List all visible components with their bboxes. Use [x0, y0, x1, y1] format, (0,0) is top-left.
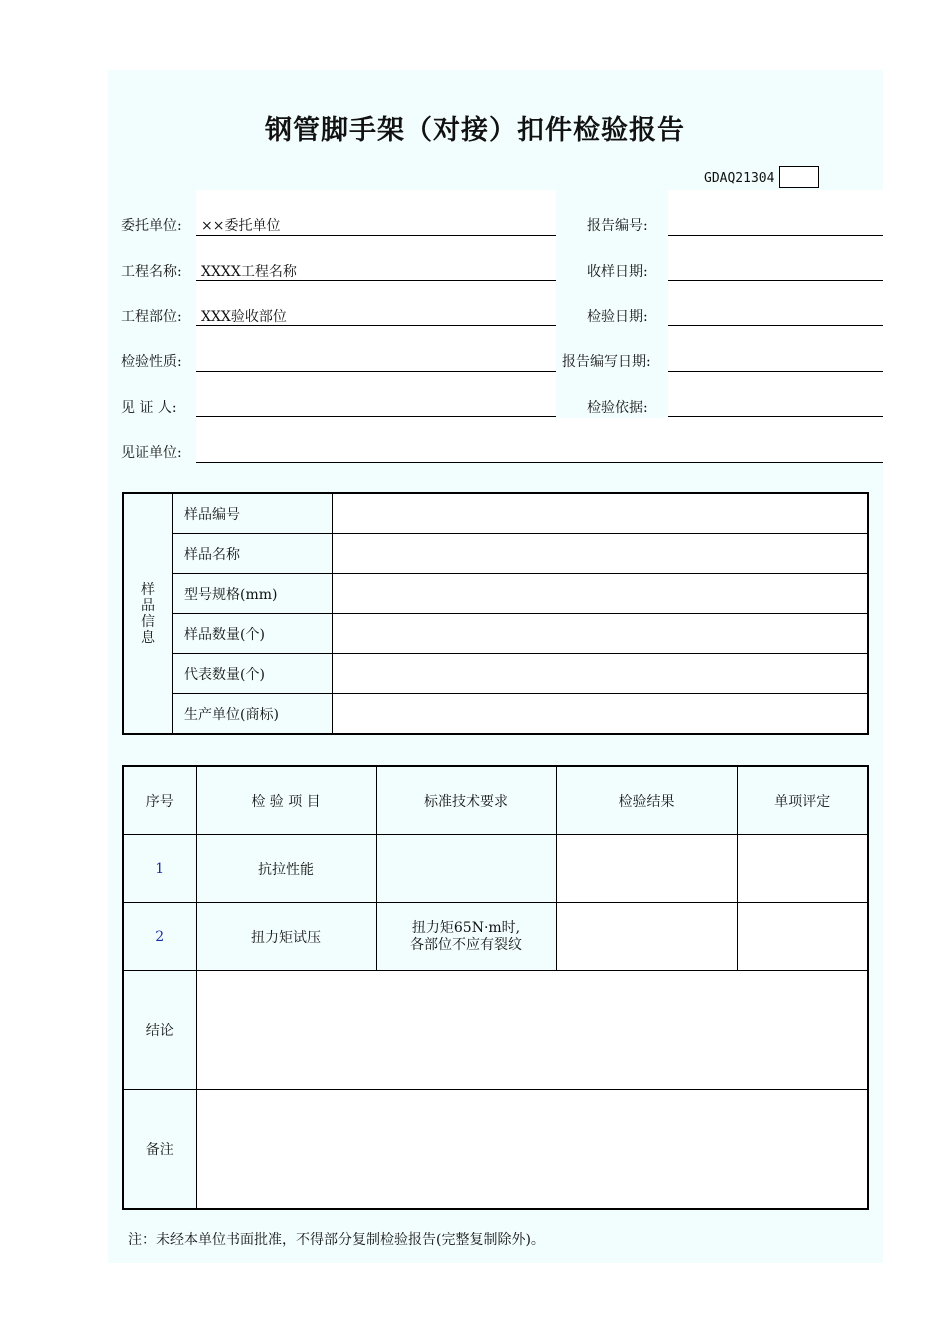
page-title: 钢管脚手架（对接）扣件检验报告	[265, 115, 685, 146]
table-row	[123, 903, 868, 971]
table-row	[123, 694, 868, 735]
form-code-box[interactable]	[779, 166, 819, 188]
footnote: 注：未经本单位书面批准，不得部分复制检验报告(完整复制除外)。	[128, 1232, 545, 1248]
sample-info-heading: 样 品 信 息	[123, 493, 173, 734]
witness-unit-bg	[196, 418, 883, 463]
sample-key: 样品编号	[173, 493, 333, 534]
table-row	[123, 835, 868, 903]
value-client[interactable]: ××委托单位	[201, 218, 281, 234]
sample-info-table	[122, 492, 869, 735]
label-test-date: 检验日期:	[587, 309, 648, 325]
sample-key: 型号规格(mm)	[173, 574, 333, 614]
sample-key: 代表数量(个)	[173, 654, 333, 694]
row-rating[interactable]	[737, 835, 868, 903]
sample-value[interactable]	[333, 654, 869, 694]
sample-value[interactable]	[333, 493, 869, 534]
table-row	[123, 493, 868, 534]
sample-key: 样品名称	[173, 534, 333, 574]
underline	[668, 325, 883, 326]
underline	[196, 416, 556, 417]
remarks-row	[123, 1090, 868, 1210]
underline	[196, 280, 556, 281]
header-rating: 单项评定	[737, 766, 868, 835]
table-header-row	[123, 766, 868, 835]
sample-key: 样品数量(个)	[173, 614, 333, 654]
conclusion-value[interactable]	[196, 971, 868, 1090]
remarks-value[interactable]	[196, 1090, 868, 1210]
underline	[196, 325, 556, 326]
table-row	[123, 654, 868, 694]
underline	[196, 462, 883, 463]
underline	[668, 235, 883, 236]
row-item: 抗拉性能	[196, 835, 376, 903]
results-table	[122, 765, 869, 1210]
row-requirement	[376, 835, 556, 903]
label-report-write-date: 报告编写日期:	[562, 354, 651, 370]
label-witness-unit: 见证单位:	[121, 445, 182, 461]
label-witness: 见 证 人:	[121, 400, 177, 416]
label-nature: 检验性质:	[121, 354, 182, 370]
conclusion-label: 结论	[123, 971, 196, 1090]
remarks-label: 备注	[123, 1090, 196, 1210]
underline	[196, 371, 556, 372]
label-test-basis: 检验依据:	[587, 400, 648, 416]
sample-value[interactable]	[333, 694, 869, 735]
header-item: 检 验 项 目	[196, 766, 376, 835]
header-result: 检验结果	[556, 766, 737, 835]
sample-value[interactable]	[333, 614, 869, 654]
sample-value[interactable]	[333, 534, 869, 574]
header-requirement: 标准技术要求	[376, 766, 556, 835]
row-result[interactable]	[556, 903, 737, 971]
underline	[668, 371, 883, 372]
underline	[196, 235, 556, 236]
row-requirement: 扭力矩65N·m时, 各部位不应有裂纹	[376, 903, 556, 971]
row-no: 1	[123, 835, 196, 903]
row-result[interactable]	[556, 835, 737, 903]
label-client: 委托单位:	[121, 218, 182, 234]
row-no: 2	[123, 903, 196, 971]
row-item: 扭力矩试压	[196, 903, 376, 971]
right-fields-bg	[668, 190, 883, 418]
label-report-no: 报告编号:	[587, 218, 648, 234]
value-project[interactable]: XXXX工程名称	[201, 264, 297, 280]
underline	[668, 280, 883, 281]
label-part: 工程部位:	[121, 309, 182, 325]
form-code: GDAQ21304	[704, 171, 775, 186]
sample-value[interactable]	[333, 574, 869, 614]
value-part[interactable]: XXX验收部位	[201, 309, 287, 325]
header-no: 序号	[123, 766, 196, 835]
sample-key: 生产单位(商标)	[173, 694, 333, 735]
table-row	[123, 534, 868, 574]
table-row	[123, 574, 868, 614]
label-receive-date: 收样日期:	[587, 264, 648, 280]
underline	[668, 416, 883, 417]
table-row	[123, 614, 868, 654]
row-rating[interactable]	[737, 903, 868, 971]
label-project: 工程名称:	[121, 264, 182, 280]
conclusion-row	[123, 971, 868, 1090]
